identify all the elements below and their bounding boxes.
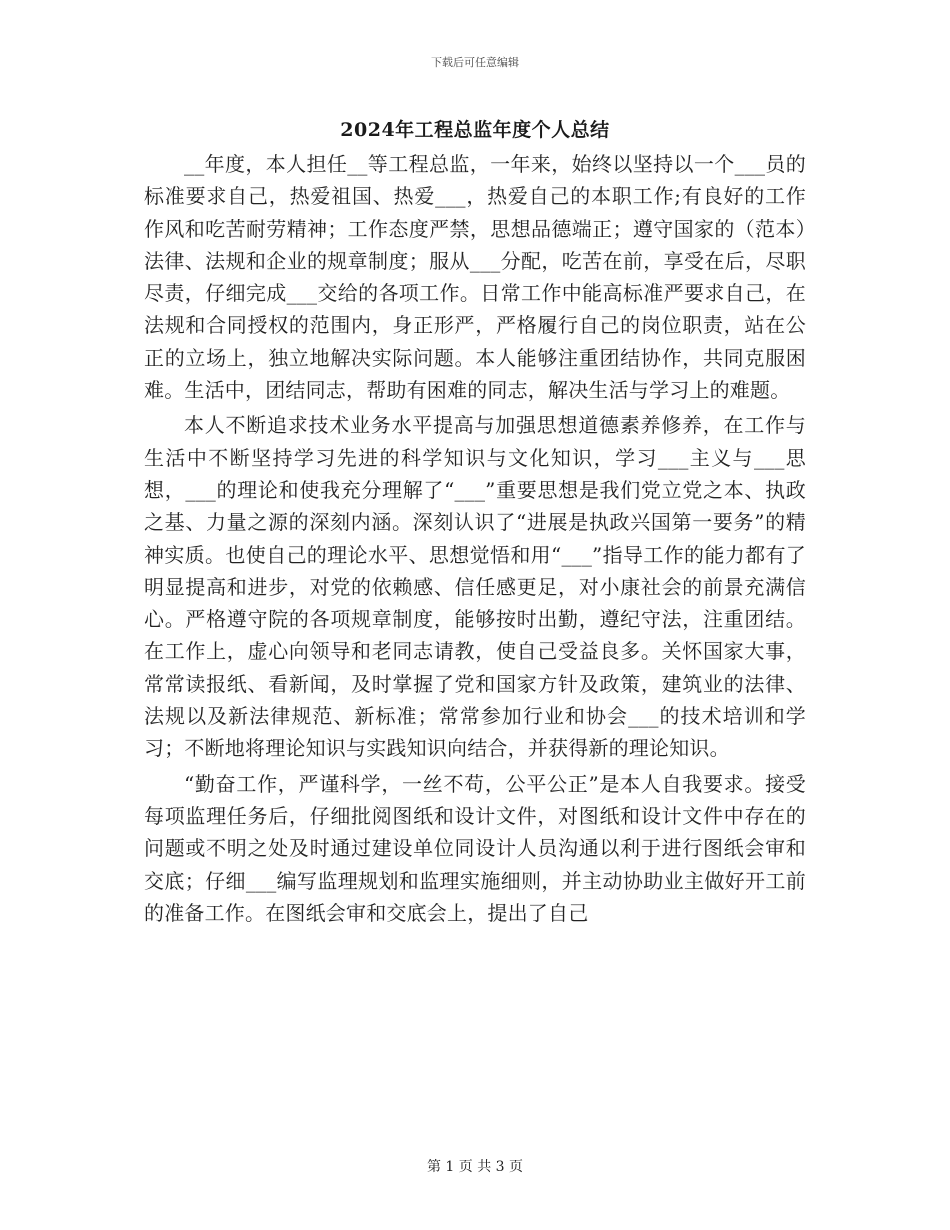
download-note: 下载后可任意编辑	[431, 56, 519, 69]
paragraph-3: “勤奋工作，严谨科学，一丝不苟，公平公正”是本人自我要求。接受每项监理任务后，仔细批阅图纸和设计文件，对图纸和设计文件中存在的问题或不明之处及时通过建设单位同设计人员沟通以利于进行图纸会审和交底；仔细___编写监理规划和监理实施细则，并主动协助业主做好开工前的准备工作。在图纸会审和交底会上，提出了自己	[144, 771, 806, 925]
paragraph-2: 本人不断追求技术业务水平提高与加强思想道德素养修养，在工作与生活中不断坚持学习先进的科学知识与文化知识，学习___主义与___思想，___的理论和使我充分理解了“___”重要思想是我们党立党之本、执政之基、力量之源的深刻内涵。深刻认识了“进展是执政兴国第一要务”的精神实质。也使自己的理论水平、思想觉悟和用“___”指导工作的能力都有了明显提高和进步，对党的依赖感、信任感更足，对小康社会的前景充满信心。严格遵守院的各项规章制度，能够按时出勤，遵纪守法，注重团结。在工作上，虚心向领导和老同志请教，使自己受益良多。关怀国家大事，常常读报纸、看新闻，及时掌握了党和国家方针及政策，建筑业的法律、法规以及新法律规范、新标准；常常参加行业和协会___的技术培训和学习；不断地将理论知识与实践知识向结合，并获得新的理论知识。	[144, 413, 806, 761]
paragraph-1: __年度，本人担任__等工程总监，一年来，始终以坚持以一个___员的标准要求自己，热爱祖国、热爱___，热爱自己的本职工作;有良好的工作作风和吃苦耐劳精神；工作态度严禁，思想品德端正；遵守国家的（范本）法律、法规和企业的规章制度；服从___分配，吃苦在前，享受在后，尽职尽责，仔细完成___交给的各项工作。日常工作中能高标准严要求自己，在法规和合同授权的范围内，身正形严，严格履行自己的岗位职责，站在公正的立场上，独立地解决实际问题。本人能够注重团结协作，共同克服困难。生活中，团结同志，帮助有困难的同志，解决生活与学习上的难题。	[144, 152, 806, 403]
document-title: 2024年工程总监年度个人总结	[340, 119, 610, 141]
document-body	[144, 148, 806, 929]
page-number: 第 1 页 共 3 页	[426, 1159, 524, 1175]
